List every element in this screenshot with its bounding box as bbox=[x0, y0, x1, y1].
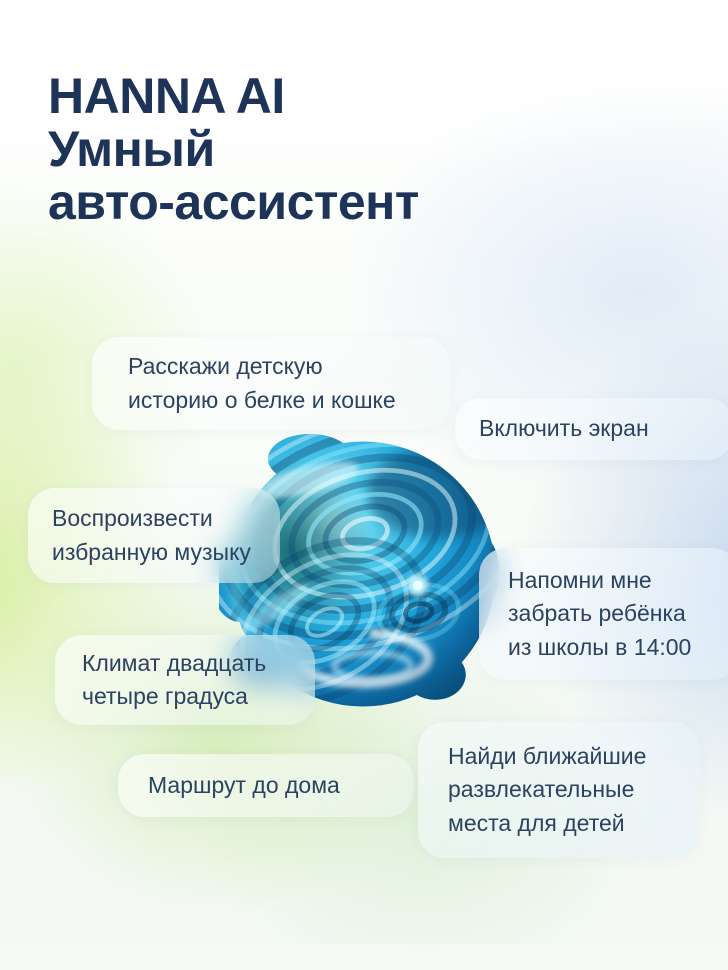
bubble-text-line: места для детей bbox=[448, 809, 625, 836]
bubble-text-line: развлекательные bbox=[448, 776, 635, 803]
bubble-text-line: избранную музыку bbox=[52, 538, 251, 565]
voice-command-bubble-reminder bbox=[479, 548, 728, 680]
bubble-text-line: историю о белке и кошке bbox=[128, 386, 396, 413]
voice-command-bubble-climate bbox=[55, 635, 315, 725]
voice-command-bubble-music bbox=[28, 488, 280, 583]
brand-name: HANNA AI bbox=[48, 68, 285, 124]
voice-command-bubble-route bbox=[118, 754, 414, 817]
bubble-text-line: Маршрут до дома bbox=[148, 771, 340, 798]
bubble-text-line: Включить экран bbox=[479, 415, 649, 442]
voice-command-bubble-story bbox=[92, 337, 450, 430]
bubble-text-line: забрать ребёнка bbox=[508, 600, 686, 627]
bottom-fade-strip bbox=[0, 944, 728, 970]
page-title bbox=[48, 70, 419, 229]
bubble-text-line: Расскажи детскую bbox=[128, 353, 323, 379]
bubble-text-line: четыре градуса bbox=[82, 683, 248, 709]
subtitle-line-1: Умный bbox=[48, 121, 215, 177]
subtitle-line-2: авто-ассистент bbox=[48, 174, 419, 230]
voice-command-bubble-places bbox=[418, 722, 700, 858]
bubble-text-line: Климат двадцать bbox=[82, 649, 267, 676]
bubble-text-line: Напомни мне bbox=[508, 566, 652, 593]
bubble-text-line: Воспроизвести bbox=[52, 505, 213, 531]
bubble-text-line: из школы в 14:00 bbox=[508, 633, 692, 660]
voice-command-bubble-screen bbox=[455, 398, 728, 460]
bubble-text-line: Найди ближайшие bbox=[448, 742, 647, 769]
